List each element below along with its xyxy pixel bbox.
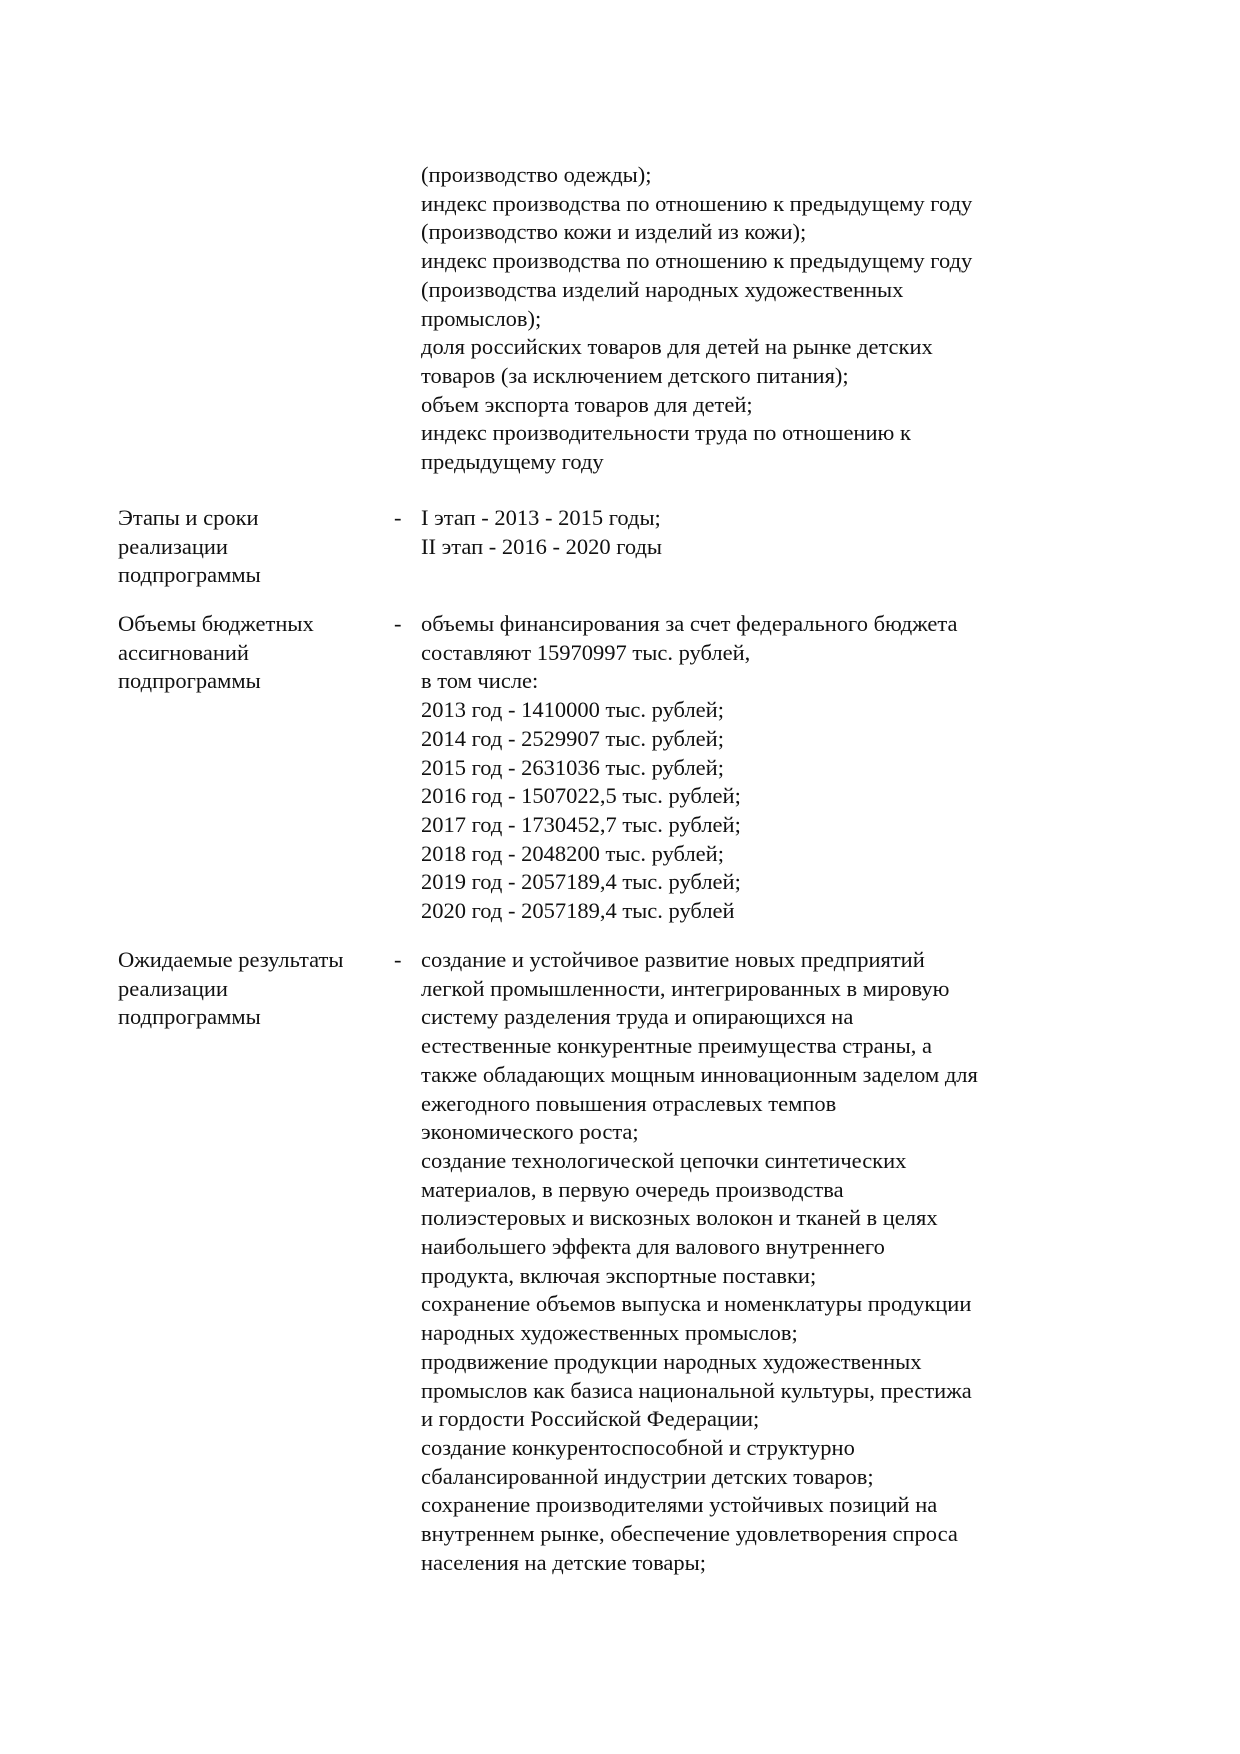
text-line: индекс производства по отношению к предыдущему году — [421, 248, 973, 274]
text-line: создание и устойчивое развитие новых предприятий — [421, 947, 925, 972]
text-line: сохранение производителями устойчивых позиций на — [421, 1492, 938, 1518]
text-line: объем экспорта товаров для детей; — [421, 391, 753, 417]
text-line: населения на детские товары; — [421, 1549, 707, 1575]
text-line: систему разделения труда и опирающихся на — [421, 1004, 854, 1030]
text-line: подпрограммы — [118, 1004, 261, 1030]
text-line: 2020 год - 2057189,4 тыс. рублей — [421, 898, 735, 924]
section-value — [421, 610, 1071, 926]
text-line: сохранение объемов выпуска и номенклатуры продукции — [421, 1291, 972, 1317]
text-line: 2017 год - 1730452,7 тыс. рублей; — [421, 811, 741, 837]
text-line: Этапы и сроки — [118, 505, 259, 530]
text-line: 2015 год - 2631036 тыс. рублей; — [421, 754, 724, 780]
section-label — [118, 946, 388, 1032]
text-line: 2016 год - 1507022,5 тыс. рублей; — [421, 783, 741, 809]
text-line: составляют 15970997 тыс. рублей, — [421, 639, 751, 665]
text-line: объемы финансирования за счет федерального бюджета — [421, 611, 958, 636]
separator-dash: - — [394, 505, 402, 530]
text-line: и гордости Российской Федерации; — [421, 1406, 760, 1432]
text-line: индекс производства по отношению к предыдущему году — [421, 190, 973, 216]
text-line: продвижение продукции народных художественных — [421, 1348, 922, 1374]
separator-dash: - — [394, 611, 402, 636]
text-line: создание конкурентоспособной и структурно — [421, 1434, 855, 1460]
text-line: естественные конкурентные преимущества страны, а — [421, 1033, 933, 1059]
text-line: доля российских товаров для детей на рынке детских — [421, 334, 933, 360]
text-line: реализации — [118, 533, 228, 559]
indicator-lines — [421, 161, 1071, 477]
text-line: народных художественных промыслов; — [421, 1320, 798, 1346]
text-line: промыслов как базиса национальной культуры, престижа — [421, 1377, 972, 1403]
text-line: подпрограммы — [118, 562, 261, 588]
section-value — [421, 504, 1071, 561]
text-line: (производство кожи и изделий из кожи); — [421, 219, 807, 245]
text-line: ассигнований — [118, 639, 249, 665]
text-line: 2019 год - 2057189,4 тыс. рублей; — [421, 869, 741, 895]
text-line: индекс производительности труда по отношению к — [421, 420, 911, 446]
section-value — [421, 946, 1071, 1577]
text-line: предыдущему году — [421, 449, 604, 475]
text-line: Ожидаемые результаты — [118, 947, 344, 972]
text-line: в том числе: — [421, 668, 539, 694]
text-line: ежегодного повышения отраслевых темпов — [421, 1090, 837, 1116]
text-line: II этап - 2016 - 2020 годы — [421, 533, 663, 559]
text-line: (производства изделий народных художественных — [421, 276, 904, 302]
text-line: 2018 год - 2048200 тыс. рублей; — [421, 840, 724, 866]
text-line: Объемы бюджетных — [118, 611, 314, 636]
text-line: реализации — [118, 975, 228, 1001]
text-line: экономического роста; — [421, 1119, 639, 1145]
text-line: легкой промышленности, интегрированных в мировую — [421, 975, 950, 1001]
section-label — [118, 504, 388, 590]
text-line: (производство одежды); — [421, 162, 652, 187]
text-line: внутреннем рынке, обеспечение удовлетворения спроса — [421, 1521, 958, 1547]
section-label — [118, 610, 388, 696]
text-line: промыслов); — [421, 305, 542, 331]
text-line: I этап - 2013 - 2015 годы; — [421, 505, 661, 530]
separator-dash: - — [394, 947, 402, 972]
text-line: наибольшего эффекта для валового внутреннего — [421, 1234, 885, 1260]
text-line: сбалансированной индустрии детских товаров; — [421, 1463, 874, 1489]
text-line: товаров (за исключением детского питания); — [421, 362, 849, 388]
text-line: полиэстеровых и вискозных волокон и тканей в целях — [421, 1205, 938, 1231]
text-line: материалов, в первую очередь производства — [421, 1176, 844, 1202]
text-line: 2014 год - 2529907 тыс. рублей; — [421, 725, 724, 751]
text-line: также обладающих мощным инновационным заделом для — [421, 1061, 978, 1087]
text-line: создание технологической цепочки синтетических — [421, 1147, 907, 1173]
text-line: подпрограммы — [118, 668, 261, 694]
text-line: продукта, включая экспортные поставки; — [421, 1262, 817, 1288]
text-line: 2013 год - 1410000 тыс. рублей; — [421, 697, 724, 723]
